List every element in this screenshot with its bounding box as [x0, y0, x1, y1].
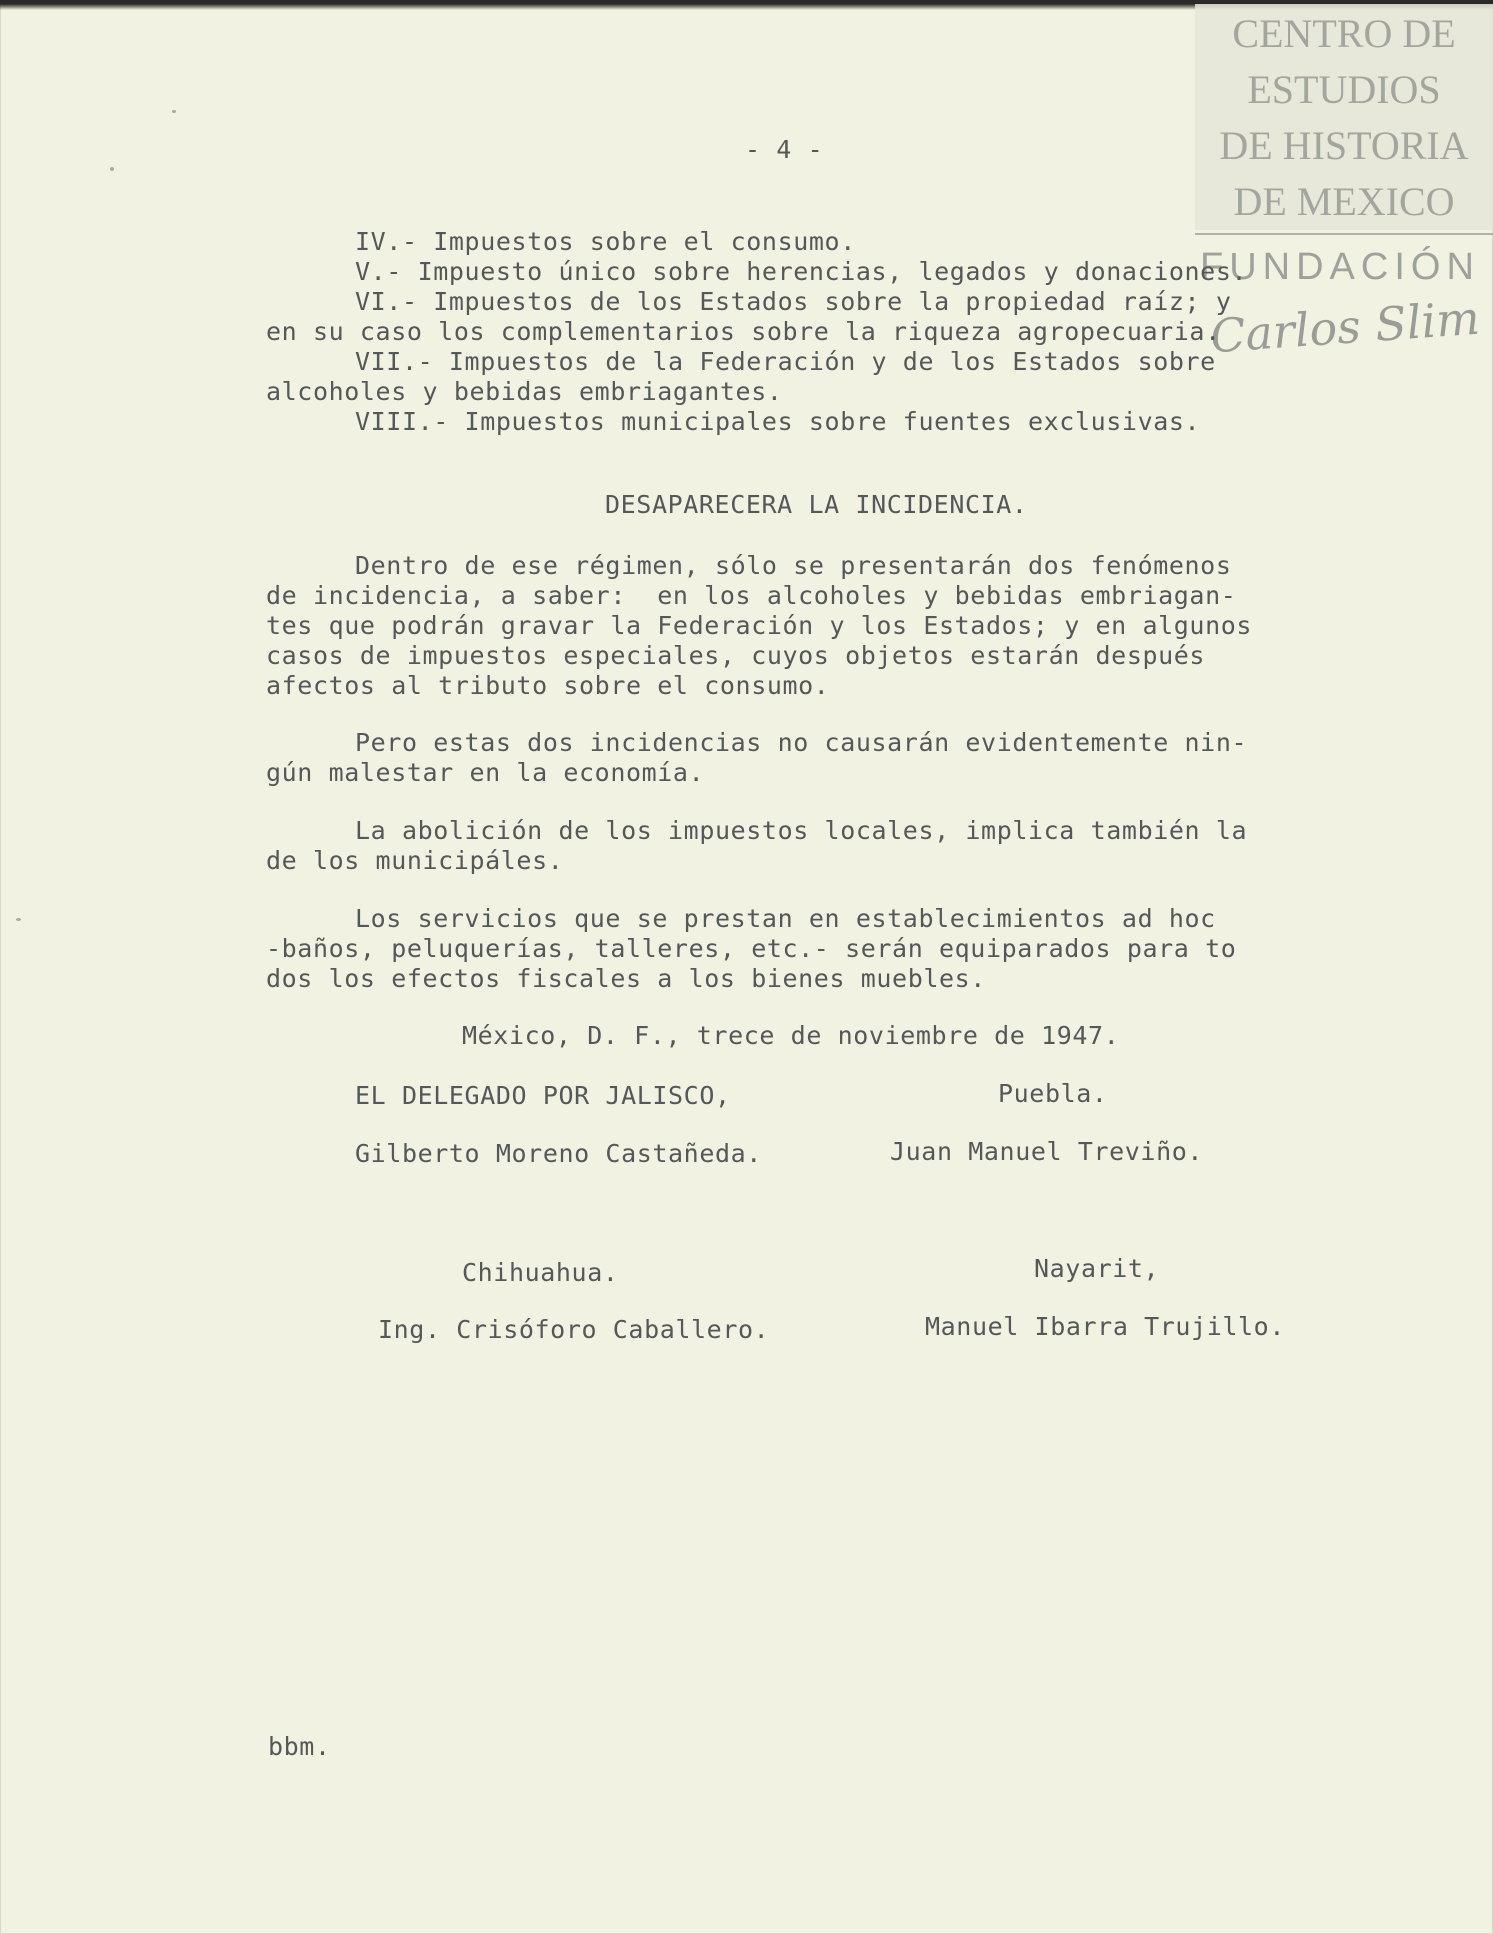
item-viii: VIII.- Impuestos municipales sobre fuentes exclusivas.	[355, 407, 1201, 436]
section-heading: DESAPARECERA LA INCIDENCIA.	[605, 490, 1028, 519]
stamp-line: DE HISTORIA	[1219, 123, 1469, 168]
fundacion-watermark: FUNDACIÓN	[1200, 246, 1480, 288]
scan-speck	[16, 918, 21, 921]
typist-initials: bbm.	[268, 1732, 331, 1761]
signatory-title: EL DELEGADO POR JALISCO,	[355, 1081, 731, 1110]
signatory-title: Nayarit,	[1034, 1254, 1160, 1283]
item-iv: IV.- Impuestos sobre el consumo.	[355, 227, 856, 256]
date-line: México, D. F., trece de noviembre de 1947.	[462, 1021, 1120, 1050]
paragraph-line: casos de impuestos especiales, cuyos objetos estarán después	[266, 641, 1206, 670]
page-number: - 4 -	[745, 135, 824, 164]
scan-speck	[110, 167, 114, 171]
paragraph-line: Dentro de ese régimen, sólo se presentarán dos fenómenos	[355, 551, 1232, 580]
item-vii: VII.- Impuestos de la Federación y de los Estados sobre	[355, 347, 1216, 376]
signatory-title: Chihuahua.	[462, 1258, 619, 1287]
stamp-rule	[1195, 233, 1493, 235]
paragraph-line: afectos al tributo sobre el consumo.	[266, 671, 830, 700]
signatory-name: Manuel Ibarra Trujillo.	[925, 1312, 1285, 1341]
paragraph-line: gún malestar en la economía.	[266, 758, 705, 787]
item-vi-cont: en su caso los complementarios sobre la riqueza agropecuaria.	[266, 317, 1221, 346]
paragraph-line: de incidencia, a saber: en los alcoholes y bebidas embriagan-	[266, 581, 1237, 610]
signatory-title: Puebla.	[998, 1079, 1108, 1108]
stamp-line: CENTRO DE	[1232, 11, 1456, 56]
archive-stamp	[1195, 4, 1493, 230]
item-vii-cont: alcoholes y bebidas embriagantes.	[266, 377, 783, 406]
item-vi: VI.- Impuestos de los Estados sobre la propiedad raíz; y	[355, 287, 1232, 316]
item-v: V.- Impuesto único sobre herencias, legados y donaciones.	[355, 257, 1248, 286]
scan-speck	[172, 110, 176, 113]
paragraph-line: tes que podrán gravar la Federación y los Estados; y en algunos	[266, 611, 1253, 640]
stamp-line: ESTUDIOS	[1247, 67, 1441, 112]
signatory-name: Gilberto Moreno Castañeda.	[355, 1139, 762, 1168]
paragraph-line: -baños, peluquerías, talleres, etc.- serán equiparados para to	[266, 934, 1237, 963]
paragraph-line: de los municipáles.	[266, 846, 564, 875]
paragraph-line: Pero estas dos incidencias no causarán evidentemente nin-	[355, 728, 1248, 757]
signatory-name: Juan Manuel Treviño.	[890, 1137, 1204, 1166]
paragraph-line: La abolición de los impuestos locales, implica también la	[355, 816, 1248, 845]
signatory-name: Ing. Crisóforo Caballero.	[378, 1315, 770, 1344]
watermark-signature: Carlos Slim	[1208, 290, 1482, 364]
paragraph-line: dos los efectos fiscales a los bienes muebles.	[266, 964, 986, 993]
stamp-line: DE MEXICO	[1233, 179, 1455, 224]
paragraph-line: Los servicios que se prestan en establecimientos ad hoc	[355, 904, 1216, 933]
